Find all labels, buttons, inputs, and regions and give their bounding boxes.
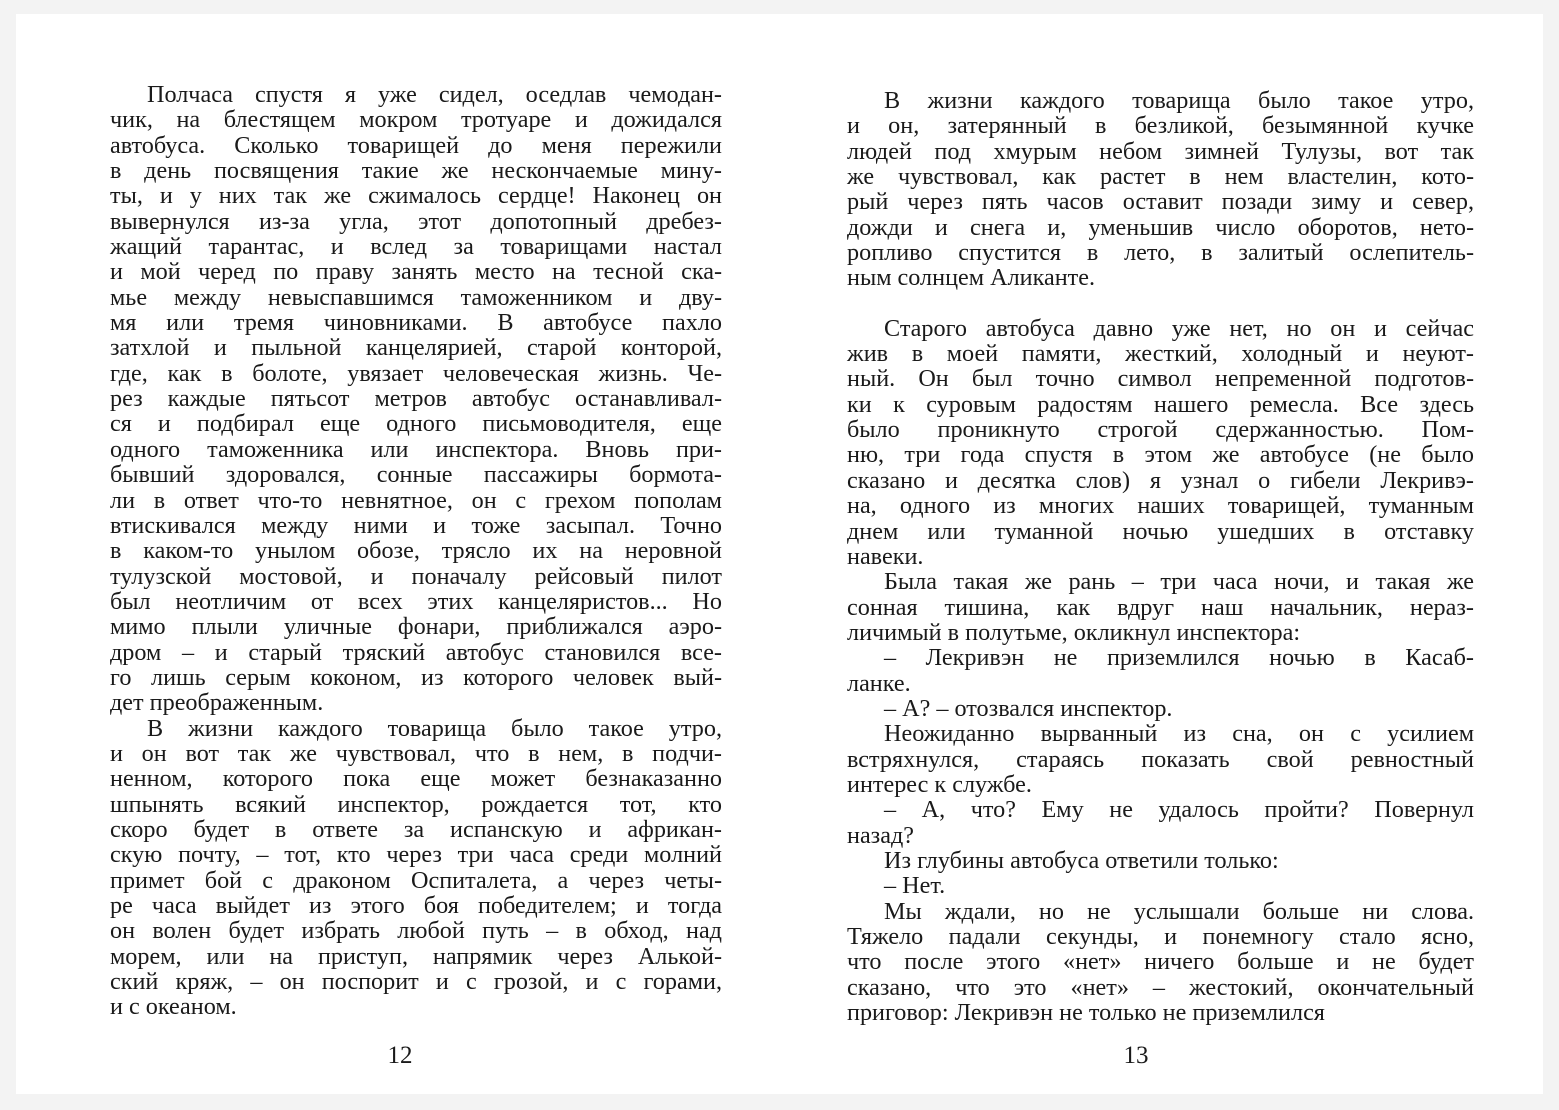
text-line: Тяжело падали секунды, и понемногу стало ясно, xyxy=(847,923,1474,950)
text-line: рый через пять часов оставит позади зиму и север, xyxy=(847,188,1474,216)
text-line: был неотличим от всех этих канцеляристов... Но xyxy=(110,587,722,615)
text-line: скую почту, – тот, кто через три часа среди молний xyxy=(110,841,722,869)
paragraph xyxy=(847,721,1474,797)
text-line: одного таможенника или инспектора. Вновь при- xyxy=(110,435,722,463)
text-line: бывший здоровался, сонные пассажиры бормота- xyxy=(110,461,722,489)
text-line: он волен будет избрать любой путь – в обход, над xyxy=(110,917,722,945)
paragraph xyxy=(847,569,1474,645)
text-line: затхлой и пыльной канцелярией, старой конторой, xyxy=(110,334,722,362)
text-line: ский кряж, – он поспорит и с грозой, и с горами, xyxy=(110,968,722,996)
text-line: людей под хмурым небом зимней Тулузы, вот так xyxy=(847,137,1474,165)
text-line: примет бой с драконом Оспиталета, а через четы- xyxy=(110,866,722,894)
text-line: го лишь серым коконом, из которого человек вый- xyxy=(110,663,722,691)
text-line: навеки. xyxy=(847,542,924,570)
text-line: ненном, которого пока еще может безнаказанно xyxy=(110,765,722,793)
text-line: Полчаса спустя я уже сидел, оседлав чемодан- xyxy=(147,81,722,108)
text-line: личимый в полутьме, окликнул инспектора: xyxy=(847,618,1301,646)
text-line: ню, три года спустя в этом же автобусе (не было xyxy=(847,441,1474,469)
text-line: сказано, что это «нет» – жестокий, окончательный xyxy=(847,973,1474,1001)
paragraph xyxy=(847,316,1474,569)
text-line: дожди и снега и, уменьшив число оборотов, нето- xyxy=(847,213,1474,241)
text-line: ропливо спустится в лето, в залитый ослепитель- xyxy=(847,239,1474,267)
text-line: – Нет. xyxy=(884,872,946,900)
text-line: Неожиданно вырванный из сна, он с усилием xyxy=(884,720,1474,748)
paragraph xyxy=(847,899,1474,1026)
text-line: втискивался между ними и тоже засыпал. Точно xyxy=(110,511,722,539)
paragraph xyxy=(110,82,722,716)
text-line: где, как в болоте, увязает человеческая жизнь. Че- xyxy=(110,359,722,387)
text-line: тулузской мостовой, и поначалу рейсовый пилот xyxy=(110,562,722,590)
text-line: Была такая же рань – три часа ночи, и такая же xyxy=(884,568,1474,596)
paragraph xyxy=(847,696,1474,721)
text-line: и мой черед по праву занять место на тесной ска- xyxy=(110,258,722,286)
paragraph xyxy=(847,88,1474,291)
left-page-text xyxy=(110,82,722,1020)
text-line: в день посвящения такие же нескончаемые мину- xyxy=(110,157,722,185)
text-line: – Лекривэн не приземлился ночью в Касаб- xyxy=(884,644,1474,672)
text-line: приговор: Лекривэн не только не приземлился xyxy=(847,999,1325,1027)
text-line: ки к суровым радостям нашего ремесла. Все здесь xyxy=(847,390,1474,418)
text-line: В жизни каждого товарища было такое утро, xyxy=(884,87,1474,114)
text-line: дром – и старый тряский автобус становился все- xyxy=(110,638,722,666)
text-line: на, одного из многих наших товарищей, туманным xyxy=(847,492,1474,520)
left-page-number: 12 xyxy=(387,1042,413,1069)
text-line: рез каждые пятьсот метров автобус останавливал- xyxy=(110,385,722,413)
text-line: скоро будет в ответе за испанскую и африкан- xyxy=(110,815,722,843)
text-line: и с океаном. xyxy=(110,993,237,1021)
text-line: ся и подбирал еще одного письмоводителя, еще xyxy=(110,410,722,438)
text-line: вывернулся из-за угла, этот допотопный дребез- xyxy=(110,207,722,235)
text-line: – А, что? Ему не удалось пройти? Повернул xyxy=(884,796,1474,824)
text-line: сказано и десятка слов) я узнал о гибели Лекривэ- xyxy=(847,466,1474,494)
paragraph xyxy=(847,848,1474,873)
text-line: интерес к службе. xyxy=(847,770,1032,798)
text-line: было проникнуто строгой сдержанностью. Пом- xyxy=(847,416,1474,444)
paragraph xyxy=(110,716,722,1020)
text-line: чик, на блестящем мокром тротуаре и дожидался xyxy=(110,106,722,134)
paragraph xyxy=(847,797,1474,848)
text-line: встряхнулся, стараясь показать свой ревностный xyxy=(847,745,1474,773)
text-line: днем или туманной ночью ушедших в отставку xyxy=(847,517,1474,545)
text-line: и он, затерянный в безликой, безымянной кучке xyxy=(847,112,1474,140)
text-line: жив в моей памяти, жесткий, холодный и неуют- xyxy=(847,340,1474,368)
text-line: Мы ждали, но не услышали больше ни слова. xyxy=(884,897,1474,925)
text-line: ты, и у них так же сжималось сердце! Наконец он xyxy=(110,182,722,210)
book-spread xyxy=(16,14,1543,1094)
text-line: дет преображенным. xyxy=(110,689,324,717)
text-line: жащий тарантас, и вслед за товарищами настал xyxy=(110,233,722,261)
text-line: Из глубины автобуса ответили только: xyxy=(884,846,1279,874)
text-line: же чувствовал, как растет в нем властелин, кото- xyxy=(847,163,1474,191)
text-line: ли в ответ что-то невнятное, он с грехом пополам xyxy=(110,486,722,514)
text-line: и он вот так же чувствовал, что в нем, в подчи- xyxy=(110,739,722,767)
right-page-text xyxy=(847,82,1474,1025)
text-line: – А? – отозвался инспектор. xyxy=(884,694,1173,722)
text-line: Старого автобуса давно уже нет, но он и сейчас xyxy=(884,314,1474,342)
text-line: сонная тишина, как вдруг наш начальник, нераз- xyxy=(847,593,1474,621)
text-line: в каком-то унылом обозе, трясло их на неровной xyxy=(110,537,722,565)
right-page-number: 13 xyxy=(1123,1042,1149,1069)
text-line: ным солнцем Аликанте. xyxy=(847,264,1096,292)
text-line: ный. Он был точно символ непременной подготов- xyxy=(847,365,1474,393)
paragraph xyxy=(847,873,1474,898)
paragraph xyxy=(847,645,1474,696)
text-line: морем, или на приступ, напрямик через Алькой- xyxy=(110,942,722,970)
text-line: ланке. xyxy=(847,669,911,697)
text-line: мимо плыли уличные фонари, приближался аэро- xyxy=(110,613,722,641)
text-line: что после этого «нет» ничего больше и не будет xyxy=(847,948,1474,976)
text-line: мье между невыспавшимся таможенником и дву- xyxy=(110,283,722,311)
text-line: шпынять всякий инспектор, рождается тот, кто xyxy=(110,790,722,818)
text-line: автобуса. Сколько товарищей до меня пережили xyxy=(110,131,722,159)
text-line: назад? xyxy=(847,821,915,849)
text-line: В жизни каждого товарища было такое утро, xyxy=(147,714,722,742)
text-line: мя или тремя чиновниками. В автобусе пахло xyxy=(110,309,722,337)
text-line: ре часа выйдет из этого боя победителем; и тогда xyxy=(110,892,722,919)
